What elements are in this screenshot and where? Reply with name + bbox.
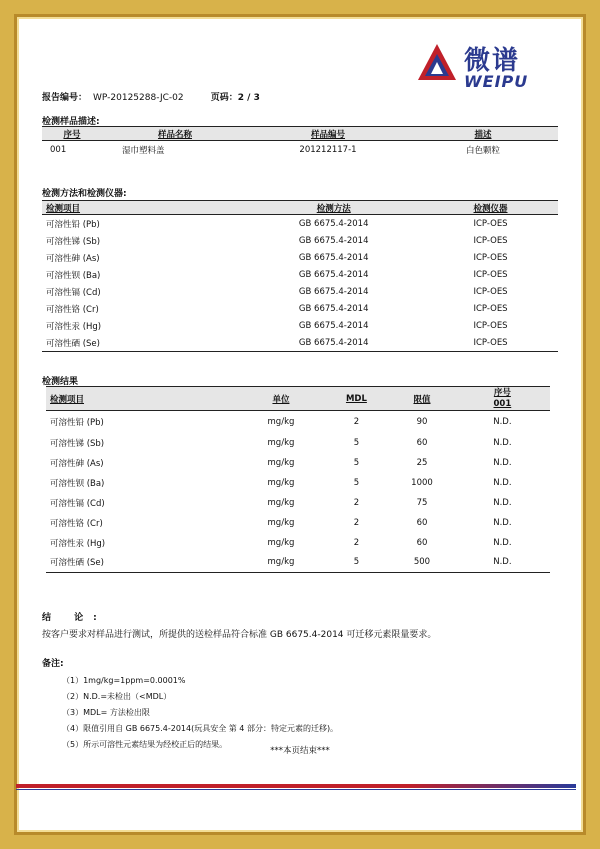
methods-cell: GB 6675.4-2014 xyxy=(298,269,369,280)
sample-cell: 白色颗粒 xyxy=(465,145,500,156)
results-cell: 500 xyxy=(413,557,431,568)
table-row xyxy=(46,533,550,553)
note-item: （2）N.D.=未检出（<MDL） xyxy=(62,692,172,701)
table-row xyxy=(42,300,558,317)
results-col-seq-label: 序号 xyxy=(493,387,511,398)
footer-color-bar xyxy=(16,784,576,788)
methods-cell: GB 6675.4-2014 xyxy=(298,252,369,263)
methods-cell: GB 6675.4-2014 xyxy=(298,235,369,246)
footer-rule xyxy=(16,789,576,790)
results-cell: N.D. xyxy=(493,437,512,448)
methods-cell: GB 6675.4-2014 xyxy=(298,286,369,297)
methods-cell: 可溶性铅 (Pb) xyxy=(46,219,100,230)
sample-col-name: 样品名称 xyxy=(102,127,248,141)
results-cell: 5 xyxy=(353,457,360,468)
sample-cell: 湿巾塑料盖 xyxy=(122,145,165,156)
methods-cell: 可溶性钡 (Ba) xyxy=(46,270,101,281)
table-row xyxy=(46,453,550,473)
results-cell: mg/kg xyxy=(267,457,295,468)
methods-cell: 可溶性锑 (Sb) xyxy=(46,236,101,247)
results-cell: N.D. xyxy=(493,416,512,427)
logo-en-text: WEIPU xyxy=(464,72,529,91)
results-cell: 60 xyxy=(416,537,428,548)
table-row xyxy=(42,266,558,283)
methods-section-title: 检测方法和检测仪器: xyxy=(42,189,127,199)
note-item: （4）限值引用自 GB 6675.4-2014(玩具安全 第 4 部分：特定元素的迁移)。 xyxy=(62,724,339,733)
results-cell: 1000 xyxy=(411,477,433,488)
results-cell: 可溶性砷 (As) xyxy=(50,458,104,469)
methods-cell: ICP-OES xyxy=(473,303,508,314)
table-row xyxy=(42,215,558,233)
results-col-item: 检测项目 xyxy=(46,387,238,411)
methods-col-method: 检测方法 xyxy=(244,201,423,215)
table-row xyxy=(46,473,550,493)
sample-table xyxy=(42,126,558,158)
results-col-mdl: MDL xyxy=(324,387,390,411)
table-row xyxy=(42,334,558,352)
methods-cell: ICP-OES xyxy=(473,286,508,297)
results-cell: 5 xyxy=(353,557,360,568)
report-no: WP-20125288-JC-02 xyxy=(93,93,184,103)
methods-table xyxy=(42,200,558,352)
table-row xyxy=(46,553,550,573)
methods-cell: 可溶性铬 (Cr) xyxy=(46,304,99,315)
methods-cell: GB 6675.4-2014 xyxy=(298,337,369,348)
results-cell: 可溶性锑 (Sb) xyxy=(50,438,105,449)
report-no-label: 报告编号： xyxy=(42,93,88,103)
results-cell: 60 xyxy=(416,517,428,528)
results-cell: 2 xyxy=(353,497,360,508)
results-col-seq-value: 001 xyxy=(493,398,512,409)
results-cell: 可溶性铬 (Cr) xyxy=(50,518,103,529)
sample-section-title: 检测样品描述: xyxy=(42,117,100,127)
results-cell: mg/kg xyxy=(267,477,295,488)
conclusion-label: 结 论: xyxy=(42,613,107,623)
sample-col-code: 样品编号 xyxy=(248,127,408,141)
results-cell: 可溶性钡 (Ba) xyxy=(50,478,105,489)
weipu-logo-icon xyxy=(416,42,458,84)
results-cell: 25 xyxy=(416,457,428,468)
table-row xyxy=(46,433,550,453)
methods-col-item: 检测项目 xyxy=(42,201,244,215)
report-page xyxy=(30,30,570,818)
methods-cell: GB 6675.4-2014 xyxy=(298,218,369,229)
results-cell: mg/kg xyxy=(267,537,295,548)
table-row xyxy=(42,232,558,249)
table-row xyxy=(42,283,558,300)
results-cell: 60 xyxy=(416,437,428,448)
notes-label: 备注: xyxy=(42,659,64,669)
methods-cell: ICP-OES xyxy=(473,269,508,280)
page-end-text: ***本页结束*** xyxy=(270,746,330,756)
results-col-sample xyxy=(455,387,550,411)
results-cell: mg/kg xyxy=(267,416,295,427)
results-cell: N.D. xyxy=(493,477,512,488)
methods-cell: 可溶性镉 (Cd) xyxy=(46,287,101,298)
results-cell: 5 xyxy=(353,437,360,448)
results-cell: N.D. xyxy=(493,497,512,508)
notes xyxy=(42,656,512,755)
results-cell: 可溶性镉 (Cd) xyxy=(50,498,105,509)
results-cell: mg/kg xyxy=(267,437,295,448)
sample-col-desc: 描述 xyxy=(408,127,558,141)
table-row xyxy=(42,141,558,159)
results-cell: 90 xyxy=(416,416,428,427)
conclusion-text: 按客户要求对样品进行测试，所提供的送检样品符合标准 GB 6675.4-2014 可迁移元素限量要求。 xyxy=(42,630,437,640)
results-col-unit: 单位 xyxy=(238,387,323,411)
methods-cell: GB 6675.4-2014 xyxy=(298,320,369,331)
results-cell: mg/kg xyxy=(267,497,295,508)
results-cell: 2 xyxy=(353,537,360,548)
table-row xyxy=(42,249,558,266)
results-cell: 可溶性硒 (Se) xyxy=(50,558,104,569)
weipu-logo xyxy=(416,42,566,94)
note-item: （5）所示可溶性元素结果为经校正后的结果。 xyxy=(62,740,228,749)
results-cell: N.D. xyxy=(493,457,512,468)
methods-col-instrument: 检测仪器 xyxy=(423,201,558,215)
table-row xyxy=(42,317,558,334)
page-number: 2 / 3 xyxy=(237,93,260,103)
page-label: 页码： xyxy=(210,93,238,103)
results-cell: 5 xyxy=(353,477,360,488)
table-row xyxy=(46,513,550,533)
results-cell: mg/kg xyxy=(267,557,295,568)
sample-col-no: 序号 xyxy=(42,127,102,141)
methods-cell: 可溶性硒 (Se) xyxy=(46,338,100,349)
results-cell: N.D. xyxy=(493,557,512,568)
methods-cell: ICP-OES xyxy=(473,320,508,331)
results-section-title: 检测结果 xyxy=(42,377,79,387)
sample-cell: 201212117-1 xyxy=(299,144,357,155)
report-header xyxy=(42,90,266,103)
results-cell: 75 xyxy=(416,497,428,508)
methods-cell: GB 6675.4-2014 xyxy=(298,303,369,314)
results-cell: 可溶性汞 (Hg) xyxy=(50,538,106,549)
results-cell: N.D. xyxy=(493,537,512,548)
methods-cell: ICP-OES xyxy=(473,252,508,263)
results-col-limit: 限值 xyxy=(389,387,455,411)
results-cell: mg/kg xyxy=(267,517,295,528)
methods-cell: 可溶性砷 (As) xyxy=(46,253,100,264)
logo-cn-text: 微谱 xyxy=(464,46,521,76)
sample-cell: 001 xyxy=(50,144,67,155)
methods-cell: ICP-OES xyxy=(473,218,508,229)
methods-cell: ICP-OES xyxy=(473,337,508,348)
methods-cell: ICP-OES xyxy=(473,235,508,246)
results-cell: N.D. xyxy=(493,517,512,528)
table-row xyxy=(46,493,550,513)
results-cell: 2 xyxy=(353,517,360,528)
results-cell: 可溶性铅 (Pb) xyxy=(50,417,104,428)
note-item: （1）1mg/kg=1ppm=0.0001% xyxy=(62,676,186,685)
results-table xyxy=(46,386,550,573)
table-row xyxy=(46,411,550,433)
note-item: （3）MDL= 方法检出限 xyxy=(62,708,150,717)
results-cell: 2 xyxy=(353,416,360,427)
conclusion xyxy=(42,610,522,640)
methods-cell: 可溶性汞 (Hg) xyxy=(46,321,102,332)
